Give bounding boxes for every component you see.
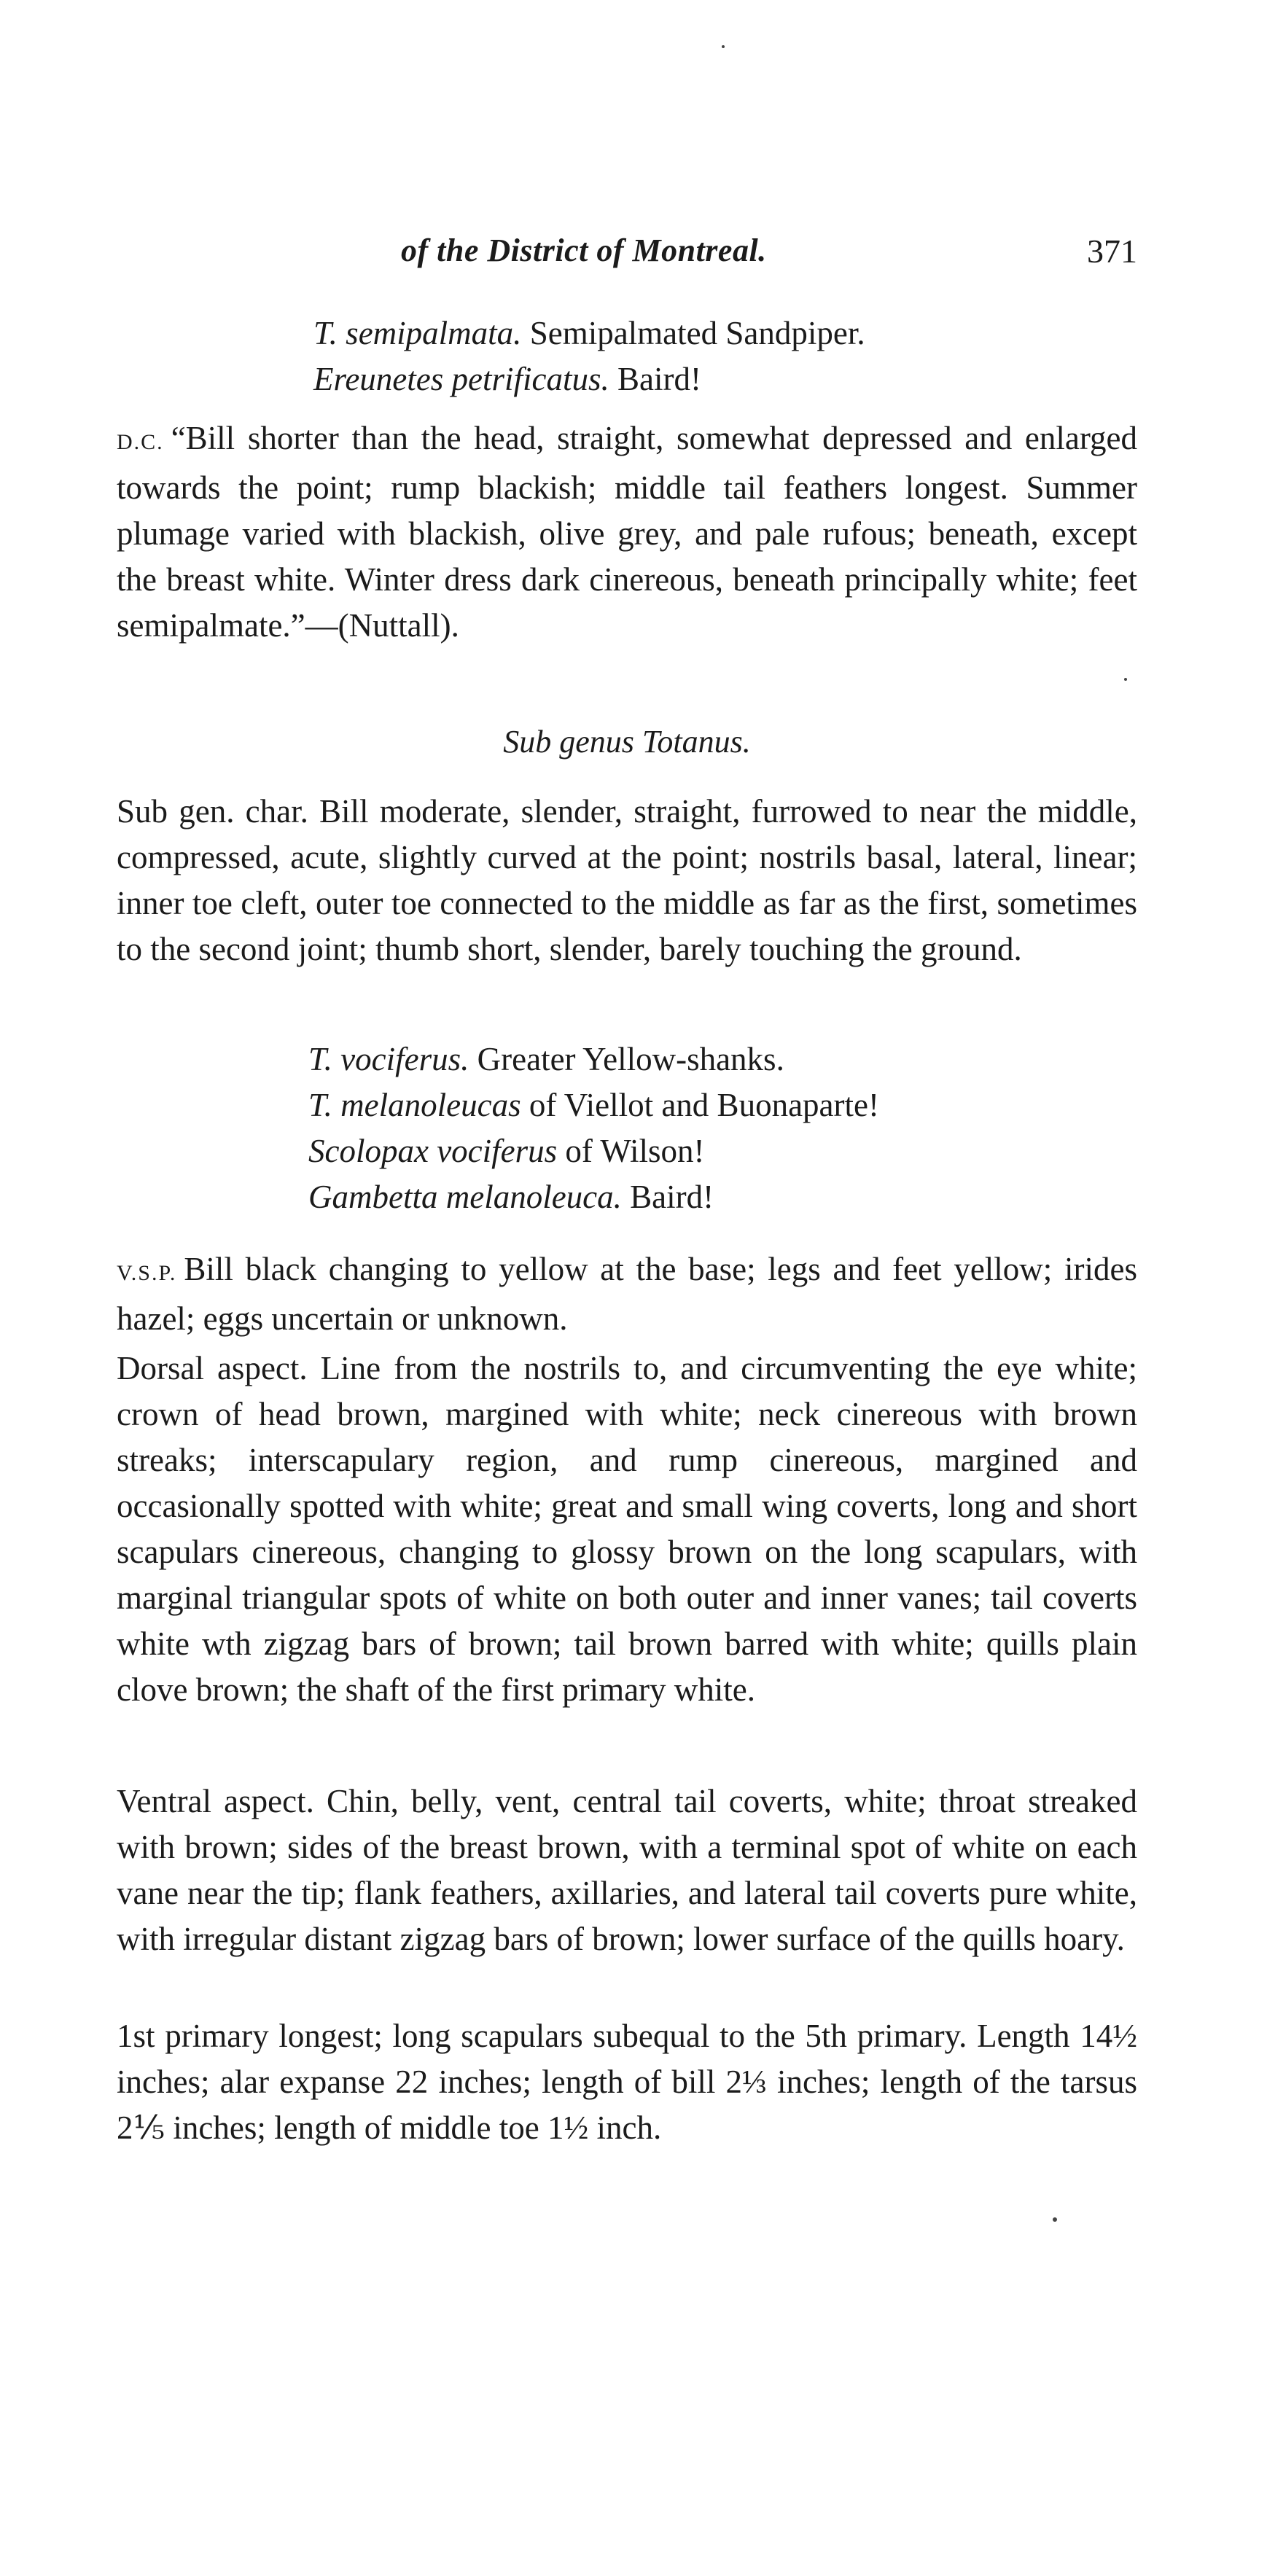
section-label: D.C. xyxy=(117,430,164,454)
latin-name: Ereunetes petrificatus. xyxy=(313,361,609,397)
subgenus-characters: Sub gen. char. Bill moderate, slender, straight, furrowed to near the middle, compressed, acute, slightly curved at the point; nostrils basal, lateral, linear; inner toe cleft, outer toe connected to the middle as far as the first, sometimes to the second joint; thumb short, slender, barely touching the ground. xyxy=(117,793,1137,967)
latin-name: T. melanoleucas xyxy=(308,1087,521,1123)
common-name: Greater Yellow-shanks. xyxy=(469,1041,784,1077)
synonym-line xyxy=(313,311,1137,356)
latin-name: T. semipalmata. xyxy=(313,315,522,351)
synonym-line xyxy=(308,1037,1137,1082)
authority: Baird! xyxy=(621,1179,714,1215)
vsp-text: Bill black changing to yellow at the base; legs and feet yellow; irides hazel; eggs uncertain or unknown. xyxy=(117,1251,1137,1337)
print-speck xyxy=(1124,678,1127,681)
synonym-line xyxy=(308,1128,1137,1174)
synonym-line xyxy=(308,1082,1137,1128)
dorsal-aspect: Dorsal aspect. Line from the nostrils to, and circumventing the eye white; crown of head brown, margined with white; neck cinereous with brown streaks; interscapulary region, and rump cinereous, margined and occasionally spotted with white; great and small wing coverts, long and short scapulars cinereous, changing to glossy brown on the long scapulars, with marginal triangular spots of white on both outer and inner vanes; tail coverts white wth zigzag bars of brown; tail brown barred with white; quills plain clove brown; the shaft of the first primary white. xyxy=(117,1350,1137,1708)
description-text: “Bill shorter than the head, straight, somewhat depressed and enlarged towards the point; rump blackish; middle tail feathers longest. Summer plumage varied with blackish, olive grey, and pale rufous; beneath, except the breast white. Winter dress dark cinereous, beneath principally white; feet semipalmate.”—(Nuttall). xyxy=(117,420,1137,644)
page-number: 371 xyxy=(1087,233,1137,270)
species2-vsp xyxy=(117,1246,1137,1342)
subgenus-heading: Sub genus Totanus. xyxy=(503,724,751,760)
species1-description xyxy=(117,415,1137,649)
authority: Baird! xyxy=(609,361,701,397)
common-name: Semipalmated Sandpiper. xyxy=(521,315,865,351)
print-speck xyxy=(1053,2217,1057,2222)
authority: of Wilson! xyxy=(557,1133,705,1169)
ventral-aspect: Ventral aspect. Chin, belly, vent, central tail coverts, white; throat streaked with brown; sides of the breast brown, with a terminal spot of white on each vane near the tip; flank feathers, axillaries, and lateral tail coverts pure white, with irregular distant zigzag bars of brown; lower surface of the quills hoary. xyxy=(117,1783,1137,1957)
section-label: V.S.P. xyxy=(117,1261,177,1285)
species2-synonyms xyxy=(117,1037,1137,1220)
running-title: of the District of Montreal. xyxy=(401,233,767,268)
synonym-line xyxy=(308,1174,1137,1220)
measurements: 1st primary longest; long scapulars subequal to the 5th primary. Length 14½ inches; alar expanse 22 inches; length of bill 2⅓ inches; length of the tarsus 2⅕ inches; length of middle toe 1½ inch. xyxy=(117,2018,1137,2146)
print-speck xyxy=(722,45,725,48)
synonym-line xyxy=(313,356,1137,402)
latin-name: T. vociferus. xyxy=(308,1041,469,1077)
authority: of Viellot and Buonaparte! xyxy=(521,1087,879,1123)
page-header xyxy=(117,232,1137,283)
latin-name: Scolopax vociferus xyxy=(308,1133,558,1169)
species1-synonyms xyxy=(117,311,1137,402)
latin-name: Gambetta melanoleuca. xyxy=(308,1179,622,1215)
